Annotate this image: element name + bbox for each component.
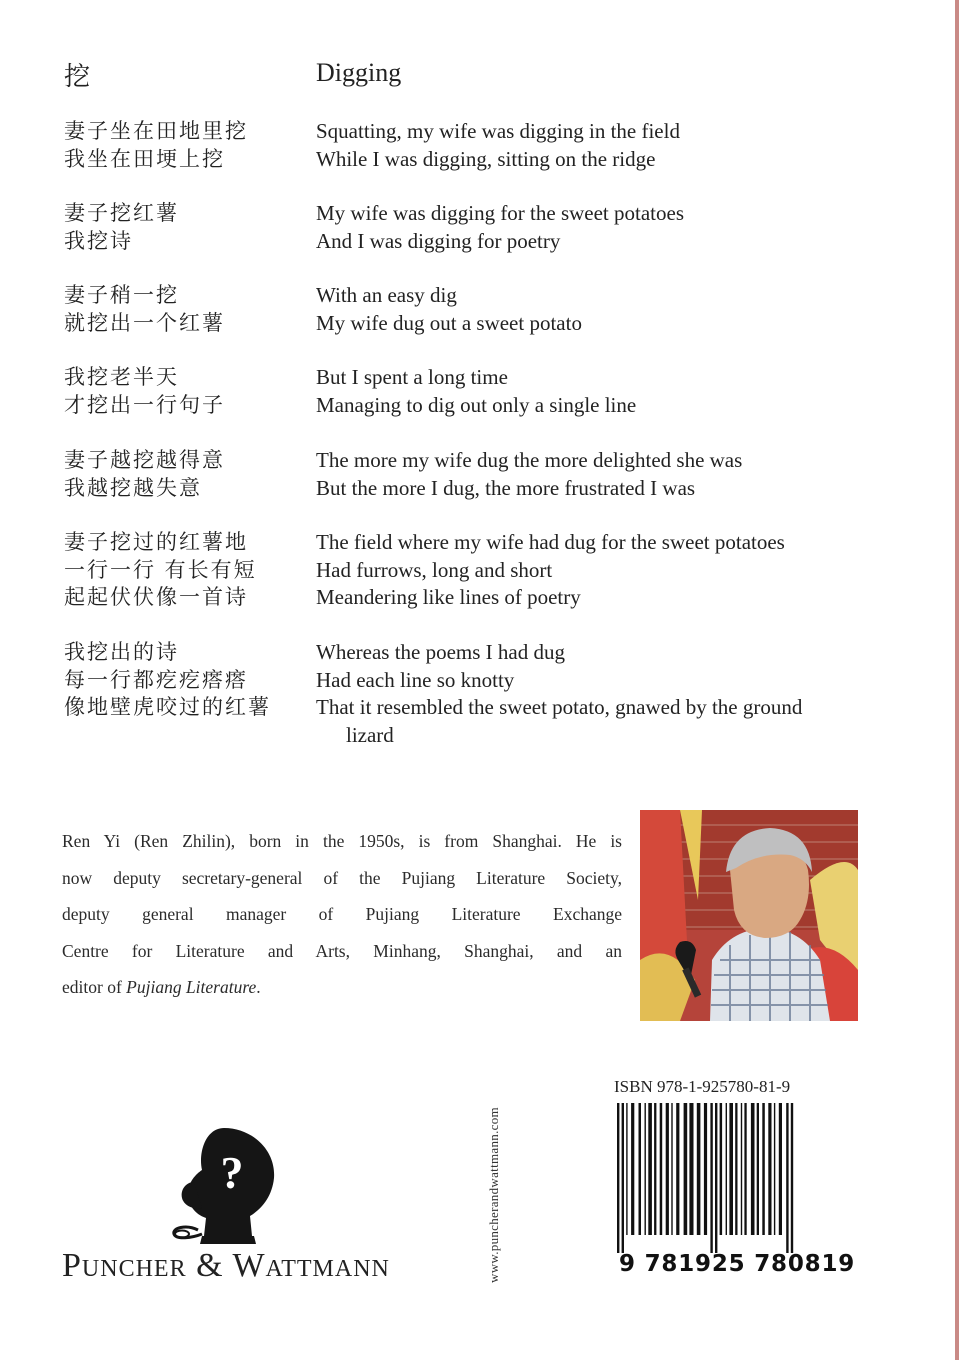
chinese-line: 妻子稍一挖 — [64, 283, 179, 307]
barcode-bar — [791, 1103, 793, 1253]
stanza-chinese — [64, 364, 225, 419]
barcode-bar — [786, 1103, 788, 1253]
publisher-ampersand: & — [186, 1247, 233, 1284]
barcode-bar — [779, 1103, 782, 1235]
bio-line-last — [62, 969, 622, 1006]
page-edge-stripe — [955, 0, 959, 1360]
barcode-bar — [710, 1103, 712, 1253]
chinese-line: 我挖老半天 — [64, 365, 179, 389]
english-line: But the more I dug, the more frustrated I was — [316, 475, 696, 500]
stanza-english — [316, 364, 896, 419]
barcode-bar — [666, 1103, 669, 1235]
chinese-line: 妻子挖过的红薯地 — [64, 530, 248, 554]
barcode-bar — [676, 1103, 679, 1235]
journal-title: Pujiang Literature — [126, 977, 257, 997]
publisher-initial-p: P — [62, 1247, 82, 1284]
chinese-line: 起起伏伏像一首诗 — [64, 585, 248, 609]
chinese-line: 我越挖越失意 — [64, 475, 202, 500]
bio-text: editor of — [62, 977, 127, 997]
barcode-bar — [729, 1103, 733, 1235]
english-line: Had furrows, long and short — [316, 557, 553, 582]
stanza-chinese — [64, 529, 257, 612]
barcode-bar — [645, 1103, 646, 1235]
chinese-line: 我挖出的诗 — [64, 640, 179, 664]
barcode-bar — [654, 1103, 656, 1235]
chinese-line: 妻子越挖越得意 — [64, 448, 225, 472]
chinese-line: 一行一行 有长有短 — [64, 557, 257, 582]
stanza-english — [316, 447, 896, 502]
barcode-bar — [768, 1103, 771, 1235]
barcode-bar — [726, 1103, 727, 1235]
english-line: But I spent a long time — [316, 365, 508, 389]
stanza-english — [316, 529, 896, 612]
poem-title-chinese: 挖 — [64, 62, 91, 92]
bio-line: now deputy secretary-general of the Pujiang Literature Society, — [62, 867, 622, 888]
barcode-number: 9 781925 780819 — [619, 1251, 856, 1277]
chinese-line: 妻子坐在田地里挖 — [64, 119, 248, 143]
english-line: Squatting, my wife was digging in the field — [316, 119, 680, 143]
barcode-bar — [741, 1103, 742, 1235]
english-line: lizard — [346, 722, 394, 747]
publisher-name-part: UNCHER — [81, 1256, 187, 1282]
chinese-line: 像地壁虎咬过的红薯 — [64, 695, 271, 719]
poem-title-english: Digging — [316, 58, 402, 87]
barcode-bar — [704, 1103, 707, 1235]
barcode-bar — [648, 1103, 652, 1235]
english-line: My wife dug out a sweet potato — [316, 310, 582, 335]
barcode-bar — [744, 1103, 746, 1235]
barcode-bar — [660, 1103, 663, 1235]
publisher-name-part: ATTMANN — [265, 1256, 390, 1282]
barcode-bar — [684, 1103, 688, 1235]
english-line: Whereas the poems I had dug — [316, 640, 565, 664]
barcode-bar — [757, 1103, 759, 1235]
barcode-bar — [626, 1103, 627, 1235]
barcode-bar — [735, 1103, 737, 1235]
bio-line: Ren Yi (Ren Zhilin), born in the 1950s, is from Shanghai. He is — [62, 831, 622, 851]
chinese-line: 我坐在田埂上挖 — [64, 146, 225, 171]
logo-question-mark: ? — [220, 1147, 244, 1198]
english-line: That it resembled the sweet potato, gnawed by the ground — [316, 695, 803, 719]
chinese-line: 妻子挖红薯 — [64, 201, 179, 225]
english-line: And I was digging for poetry — [316, 228, 561, 253]
barcode-bar — [751, 1103, 755, 1235]
stanza-english — [316, 282, 896, 337]
english-line: The more my wife dug the more delighted she was — [316, 448, 743, 472]
barcode-bar — [617, 1103, 619, 1253]
english-line: Managing to dig out only a single line — [316, 392, 637, 417]
chinese-line: 我挖诗 — [64, 228, 133, 253]
barcode-bar — [697, 1103, 701, 1235]
bio-line: deputy general manager of Pujiang Literature Exchange — [62, 904, 622, 924]
stanza-chinese — [64, 118, 248, 173]
stanza-english — [316, 639, 896, 749]
barcode-bar — [671, 1103, 672, 1235]
english-line: The field where my wife had dug for the sweet potatoes — [316, 530, 785, 554]
bio-text: . — [256, 977, 261, 997]
chinese-line: 就挖出一个红薯 — [64, 310, 225, 335]
english-line: Meandering like lines of poetry — [316, 585, 581, 609]
author-bio — [62, 823, 622, 1006]
barcode-bar — [774, 1103, 775, 1235]
english-line: Had each line so knotty — [316, 667, 515, 692]
stanza-chinese — [64, 282, 225, 337]
barcode-bar — [715, 1103, 717, 1253]
publisher-initial-w: W — [232, 1247, 266, 1284]
stanza-english — [316, 118, 896, 173]
barcode-bar — [720, 1103, 723, 1235]
barcode-bar — [639, 1103, 642, 1235]
barcode-bar — [762, 1103, 765, 1235]
english-line: With an easy dig — [316, 283, 457, 307]
barcode-bar — [689, 1103, 693, 1235]
bio-line: Centre for Literature and Arts, Minhang, Shanghai, and an — [62, 940, 622, 961]
barcode-bar — [622, 1103, 624, 1253]
publisher-url: www.puncherandwattmann.com — [486, 1107, 501, 1283]
english-line: While I was digging, sitting on the ridge — [316, 146, 656, 171]
chinese-line: 才挖出一行句子 — [64, 392, 225, 417]
isbn-label: ISBN 978-1-925780-81-9 — [614, 1077, 791, 1096]
stanza-chinese — [64, 200, 179, 255]
chinese-line: 每一行都疙疙瘩瘩 — [64, 667, 248, 692]
author-photo — [640, 810, 858, 1021]
barcode-bar — [631, 1103, 634, 1235]
english-line: My wife was digging for the sweet potatoes — [316, 201, 685, 225]
publisher-name — [62, 1247, 390, 1285]
stanza-english — [316, 200, 896, 255]
boxing-glove-logo-icon — [168, 1124, 280, 1249]
stanza-chinese — [64, 447, 225, 502]
stanza-chinese — [64, 639, 271, 722]
isbn-barcode — [613, 1103, 858, 1253]
